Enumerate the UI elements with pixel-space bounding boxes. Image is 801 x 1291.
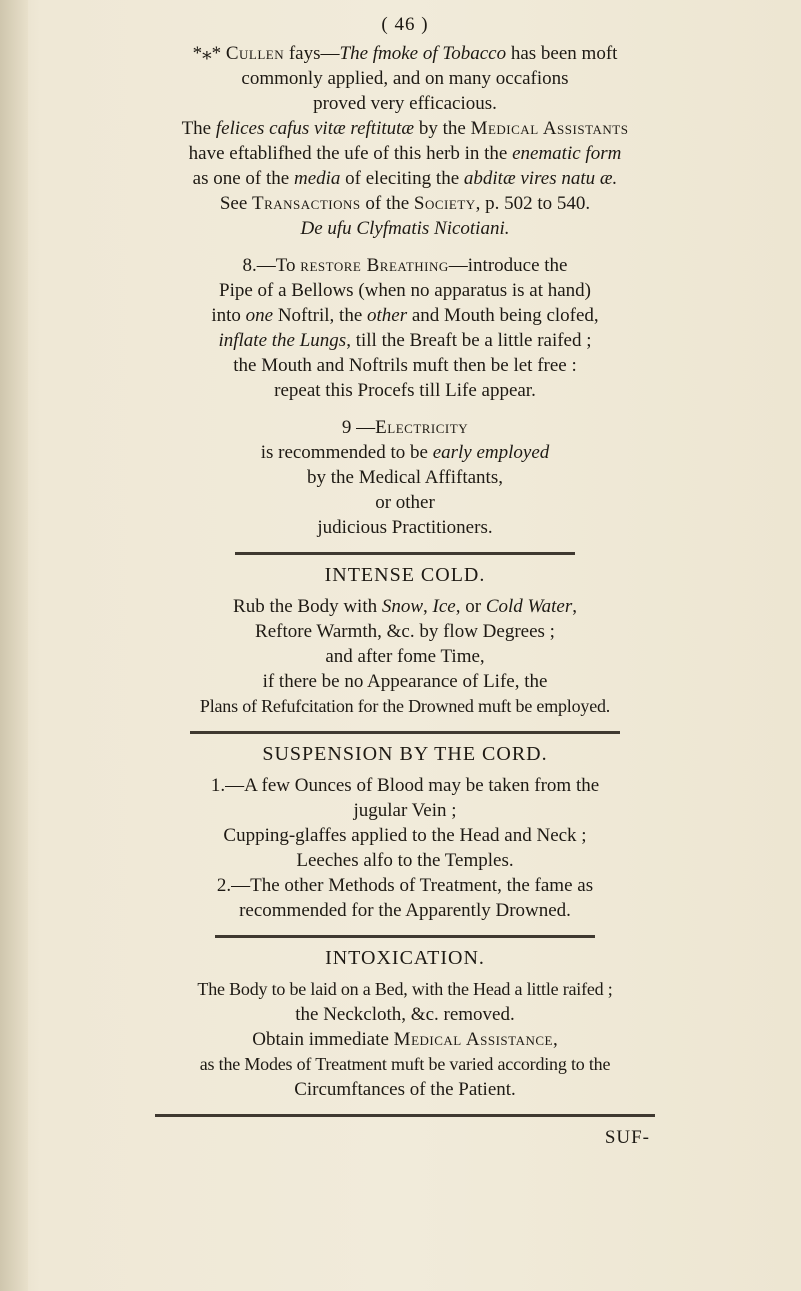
paragraph-electricity: 9 —Electricity is recommended to be early employed by the Medical Affiftants, or other judicious Practitioners. <box>260 417 550 538</box>
section-rule <box>215 935 595 938</box>
section-rule <box>155 1114 655 1117</box>
page-gutter <box>0 0 28 1291</box>
paragraph-restore-breathing: 8.—To restore Breathing—introduce the Pipe of a Bellows (when no apparatus is at hand) into one Noftril, the other and Mouth being clofed, inflate the Lungs, till the Breaft be a little raifed ; the Mouth and Noftrils muft then be let free : repeat this Procefs till Life appear. <box>211 255 599 401</box>
section-suspension: SUSPENSION BY THE CORD. 1.—A few Ounces of Blood may be taken from the jugular Vein ; Cupping-glaffes applied to the Head and Neck ; Leeches alfo to the Temples. 2.—The other Methods of Treatment, the fame as recommended for the Apparently Drowned. <box>150 742 660 923</box>
section-intoxication: INTOXICATION. The Body to be laid on a Bed, with the Head a little raifed ; the Neckcloth, &c. removed. Obtain immediate Medical Assistance, as the Modes of Treatment muft be varied according to the Circumftances of the Patient. <box>150 946 660 1102</box>
section-intense-cold: INTENSE COLD. Rub the Body with Snow, Ice, or Cold Water, Reftore Warmth, &c. by flow Degrees ; and after fome Time, if there be no Appearance of Life, the Plans of Refufcitation for the Drowned muft be employed. <box>150 563 660 719</box>
page-number: ( 46 ) <box>381 14 429 35</box>
page-content <box>150 12 660 1150</box>
catchword: SUF- <box>604 1127 650 1148</box>
paragraph-tobacco: *⁎* Cullen fays—The fmoke of Tobacco has been moft commonly applied, and on many occafions proved very efficacious. The felices cafus vitæ reftitutæ by the Medical Assistants have eftablifhed the ufe of this herb in the enematic form as one of the media of eleciting the abditæ vires natu æ. See Transactions of the Society, p. 502 to 540. De ufu Clyfmatis Nicotiani. <box>181 43 629 239</box>
asterism-marker: *⁎* <box>192 43 222 64</box>
section-rule <box>190 731 620 734</box>
section-heading: SUSPENSION BY THE CORD. <box>262 743 548 765</box>
section-heading: INTOXICATION. <box>325 947 485 969</box>
section-heading: INTENSE COLD. <box>324 564 486 586</box>
author-name: Cullen <box>225 43 285 64</box>
section-rule <box>235 552 575 555</box>
